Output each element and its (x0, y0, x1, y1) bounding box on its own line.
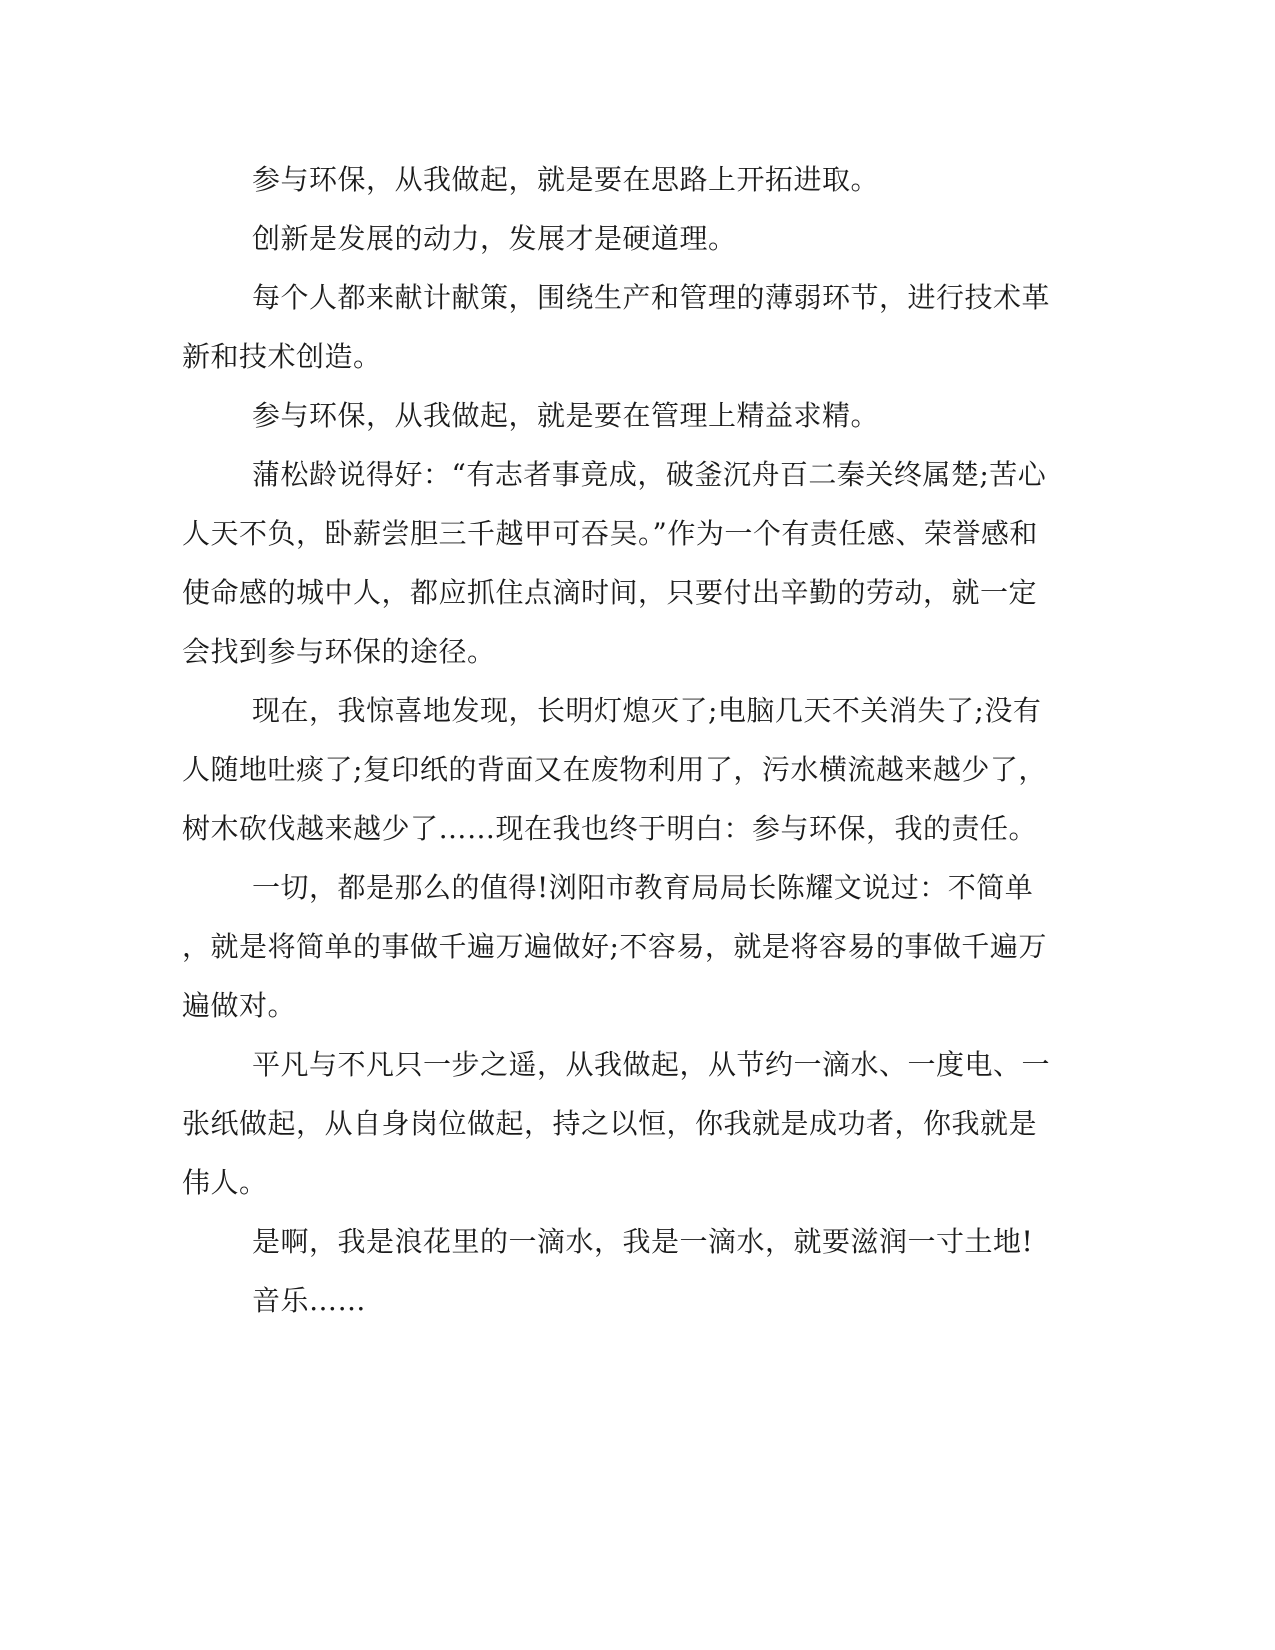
paragraph-5-line-4: 会找到参与环保的途径。 (182, 635, 496, 668)
paragraph-9-line-1: 是啊，我是浪花里的一滴水，我是一滴水，就要滋润一寸土地! (252, 1225, 1034, 1258)
paragraph-2-line-1: 创新是发展的动力，发展才是硬道理。 (252, 222, 737, 255)
paragraph-8-line-1: 平凡与不凡只一步之遥，从我做起，从节约一滴水、一度电、一 (252, 1048, 1051, 1081)
paragraph-7-line-1: 一切，都是那么的值得!浏阳市教育局局长陈耀文说过：不简单 (252, 871, 1034, 904)
paragraph-7-line-2: ，就是将简单的事做千遍万遍做好;不容易，就是将容易的事做千遍万 (182, 930, 1047, 963)
paragraph-5-line-2: 人天不负，卧薪尝胆三千越甲可吞吴。”作为一个有责任感、荣誉感和 (182, 517, 1038, 550)
paragraph-3-line-2: 新和技术创造。 (182, 340, 382, 373)
paragraph-8-line-3: 伟人。 (182, 1166, 268, 1199)
paragraph-6-line-2: 人随地吐痰了;复印纸的背面又在废物利用了，污水横流越来越少了， (182, 753, 1047, 786)
paragraph-6-line-3: 树木砍伐越来越少了……现在我也终于明白：参与环保，我的责任。 (182, 812, 1038, 845)
paragraph-4-line-1: 参与环保，从我做起，就是要在管理上精益求精。 (252, 399, 880, 432)
paragraph-6-line-1: 现在，我惊喜地发现，长明灯熄灭了;电脑几天不关消失了;没有 (252, 694, 1042, 727)
paragraph-7-line-3: 遍做对。 (182, 989, 297, 1022)
paragraph-8-line-2: 张纸做起，从自身岗位做起，持之以恒，你我就是成功者，你我就是 (182, 1107, 1038, 1140)
paragraph-1-line-1: 参与环保，从我做起，就是要在思路上开拓进取。 (252, 163, 880, 196)
paragraph-5-line-3: 使命感的城中人，都应抓住点滴时间，只要付出辛勤的劳动，就一定 (182, 576, 1038, 609)
paragraph-10-line-1: 音乐…… (252, 1284, 367, 1317)
paragraph-5-line-1: 蒲松龄说得好：“有志者事竟成，破釜沉舟百二秦关终属楚;苦心 (252, 458, 1047, 491)
paragraph-3-line-1: 每个人都来献计献策，围绕生产和管理的薄弱环节，进行技术革 (252, 281, 1051, 314)
